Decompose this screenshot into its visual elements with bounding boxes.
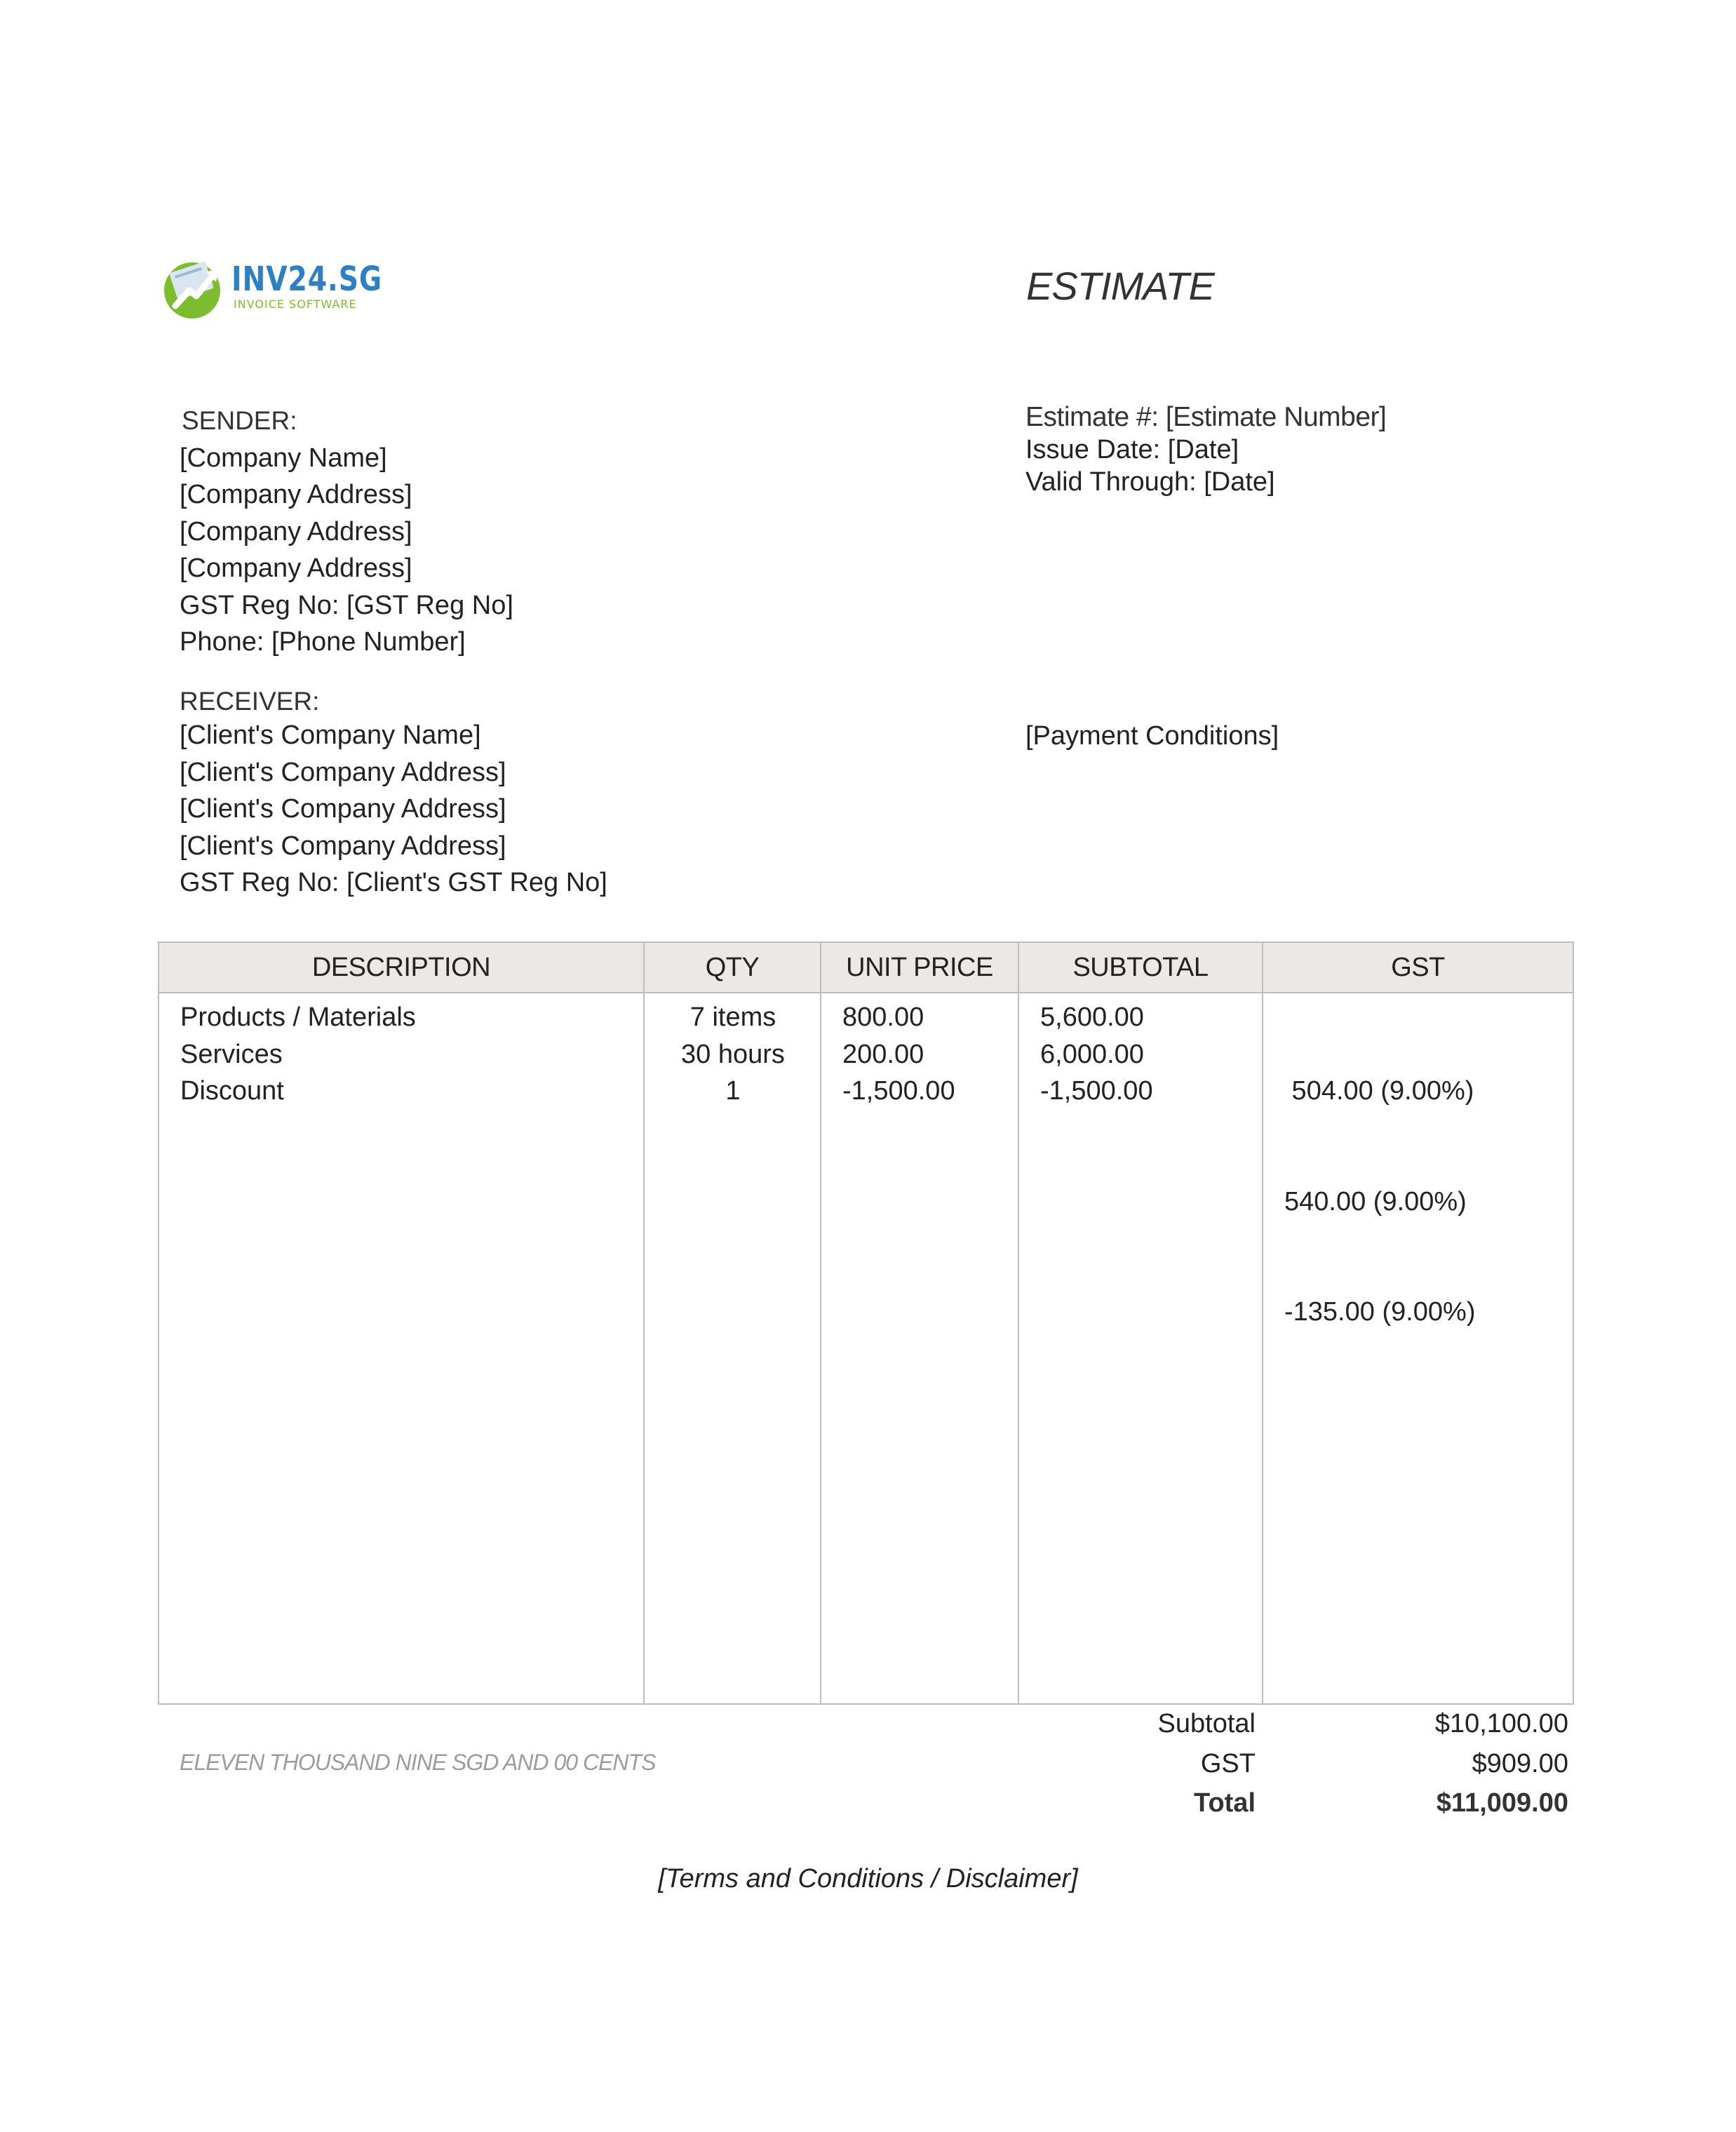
sender-heading: SENDER:: [182, 406, 297, 435]
receiver-line: GST Reg No: [Client's GST Reg No]: [180, 868, 607, 897]
items-table: [158, 941, 1574, 1705]
column-header-subtotal: SUBTOTAL: [1072, 953, 1209, 982]
qty-column: [645, 999, 821, 1110]
item-subtotal: 6,000.00: [1040, 1039, 1144, 1069]
total-label: Total: [1194, 1788, 1256, 1818]
sender-line: [Company Address]: [180, 480, 412, 509]
column-header-description: DESCRIPTION: [311, 953, 491, 982]
item-description: Products / Materials: [180, 1003, 416, 1032]
issue-date: Issue Date: [Date]: [1025, 435, 1239, 464]
receiver-heading: RECEIVER:: [180, 687, 320, 716]
gst-column: [1284, 999, 1476, 1404]
item-unit-price: -1,500.00: [842, 1076, 955, 1106]
column-divider: [1262, 943, 1263, 1703]
receiver-line: [Client's Company Address]: [180, 757, 506, 787]
item-qty: 30 hours: [681, 1039, 785, 1069]
item-description: Services: [180, 1039, 283, 1069]
subtotal-label: Subtotal: [1157, 1709, 1256, 1738]
sender-line: [Company Name]: [180, 443, 387, 473]
item-unit-price: 200.00: [842, 1039, 924, 1069]
estimate-meta: [1025, 401, 1386, 498]
gst-value: $909.00: [1472, 1749, 1568, 1778]
gst-label: GST: [1200, 1749, 1256, 1778]
item-qty: 7 items: [689, 1003, 776, 1032]
item-unit-price: 800.00: [842, 1003, 924, 1032]
receiver-line: [Client's Company Name]: [180, 720, 481, 750]
column-header-unit-price: UNIT PRICE: [846, 953, 993, 982]
receiver-block: [180, 686, 607, 901]
sender-line: [Company Address]: [180, 554, 412, 583]
logo-mark-icon: [160, 251, 230, 321]
sender-line: GST Reg No: [GST Reg No]: [180, 590, 513, 620]
subtotal-column: [1040, 999, 1153, 1110]
receiver-line: [Client's Company Address]: [180, 831, 506, 861]
receiver-line: [Client's Company Address]: [180, 794, 506, 824]
item-description: Discount: [180, 1076, 284, 1106]
item-gst: 504.00 (9.00%): [1284, 1076, 1474, 1106]
item-subtotal: -1,500.00: [1040, 1076, 1153, 1106]
column-divider: [1018, 943, 1019, 1703]
item-gst: 540.00 (9.00%): [1284, 1186, 1467, 1216]
valid-through: Valid Through: [Date]: [1025, 467, 1275, 497]
terms-and-conditions: [Terms and Conditions / Disclaimer]: [658, 1864, 1078, 1893]
description-column: [180, 999, 416, 1110]
payment-conditions: [Payment Conditions]: [1025, 721, 1279, 751]
amount-in-words: ELEVEN THOUSAND NINE SGD AND 00 CENTS: [180, 1750, 656, 1775]
sender-line: [Company Address]: [180, 516, 412, 547]
subtotal-value: $10,100.00: [1434, 1709, 1568, 1738]
item-gst: -135.00 (9.00%): [1284, 1297, 1476, 1327]
sender-block: [180, 403, 513, 661]
column-header-qty: QTY: [705, 953, 760, 982]
item-qty: 1: [725, 1076, 741, 1106]
document-title: ESTIMATE: [1026, 264, 1214, 308]
column-header-gst: GST: [1391, 953, 1445, 982]
logo-tagline: INVOICE SOFTWARE: [234, 297, 357, 311]
unit-price-column: [842, 999, 955, 1110]
estimate-number: Estimate #: [Estimate Number]: [1025, 402, 1387, 432]
item-subtotal: 5,600.00: [1040, 1003, 1144, 1032]
sender-line: Phone: [Phone Number]: [180, 627, 466, 657]
logo-name: INV24.SG: [231, 260, 382, 299]
total-value: $11,009.00: [1436, 1788, 1568, 1818]
